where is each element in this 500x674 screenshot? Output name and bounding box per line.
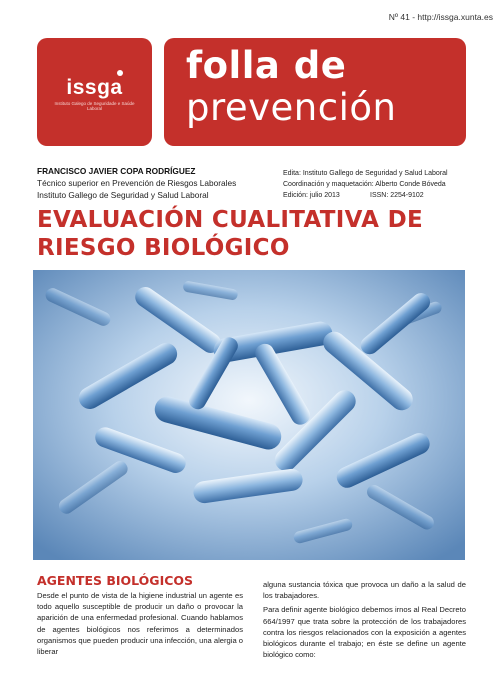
author-role: Técnico superior en Prevención de Riesgos Laborales (37, 178, 237, 188)
col2-paragraph-1: alguna sustancia tóxica que provoca un daño a la salud de los trabajadores. (263, 580, 466, 601)
body-column-1 (37, 590, 243, 657)
bacteria-illustration (33, 270, 465, 560)
meta-coordinacion: Coordinación y maquetación: Alberto Conde Bóveda (283, 181, 446, 188)
article-title-line2: RIESGO BIOLÓGICO (37, 235, 290, 261)
logo-wordmark: issga (66, 76, 123, 99)
publication-title-line2: prevención (186, 86, 397, 129)
section-title-agentes: AGENTES BIOLÓGICOS (37, 573, 194, 588)
article-title (37, 206, 477, 262)
meta-edita: Edita: Instituto Gallego de Seguridad y Salud Laboral (283, 170, 448, 177)
meta-issn: ISSN: 2254-9102 (370, 192, 424, 199)
issga-logo (37, 38, 152, 146)
author-institution: Instituto Gallego de Seguridad y Salud Laboral (37, 190, 209, 200)
publication-title-line1: folla de (186, 44, 347, 87)
publication-title-banner (164, 38, 466, 146)
article-title-line1: EVALUACIÓN CUALITATIVA DE (37, 207, 423, 233)
issue-url-line: Nº 41 - http://issga.xunta.es (388, 12, 493, 22)
col2-paragraph-2: Para definir agente biológico debemos irnos al Real Decreto 664/1997 que trata sobre la protección de los trabajadores contra los riesgos relacionados con la exposición a agentes biológicos durante el trabajo; en éste se define un agente biológico como: (263, 605, 466, 660)
author-name: FRANCISCO JAVIER COPA RODRÍGUEZ (37, 166, 196, 176)
col1-paragraph: Desde el punto de vista de la higiene industrial un agente es todo aquello susceptible de producir un daño o provocar la aparición de una enfermedad profesional. Cuando hablamos de agentes biológicos nos referimos a determinados organismos que pueden producir una infección, una alergia o liberar (37, 591, 244, 657)
meta-edicion: Edición: julio 2013 (283, 192, 340, 199)
logo-subtitle: Instituto Galego de Seguridade e Saúde Laboral (54, 101, 135, 111)
body-column-2 (263, 579, 466, 663)
bacteria-hero-image (33, 270, 465, 560)
